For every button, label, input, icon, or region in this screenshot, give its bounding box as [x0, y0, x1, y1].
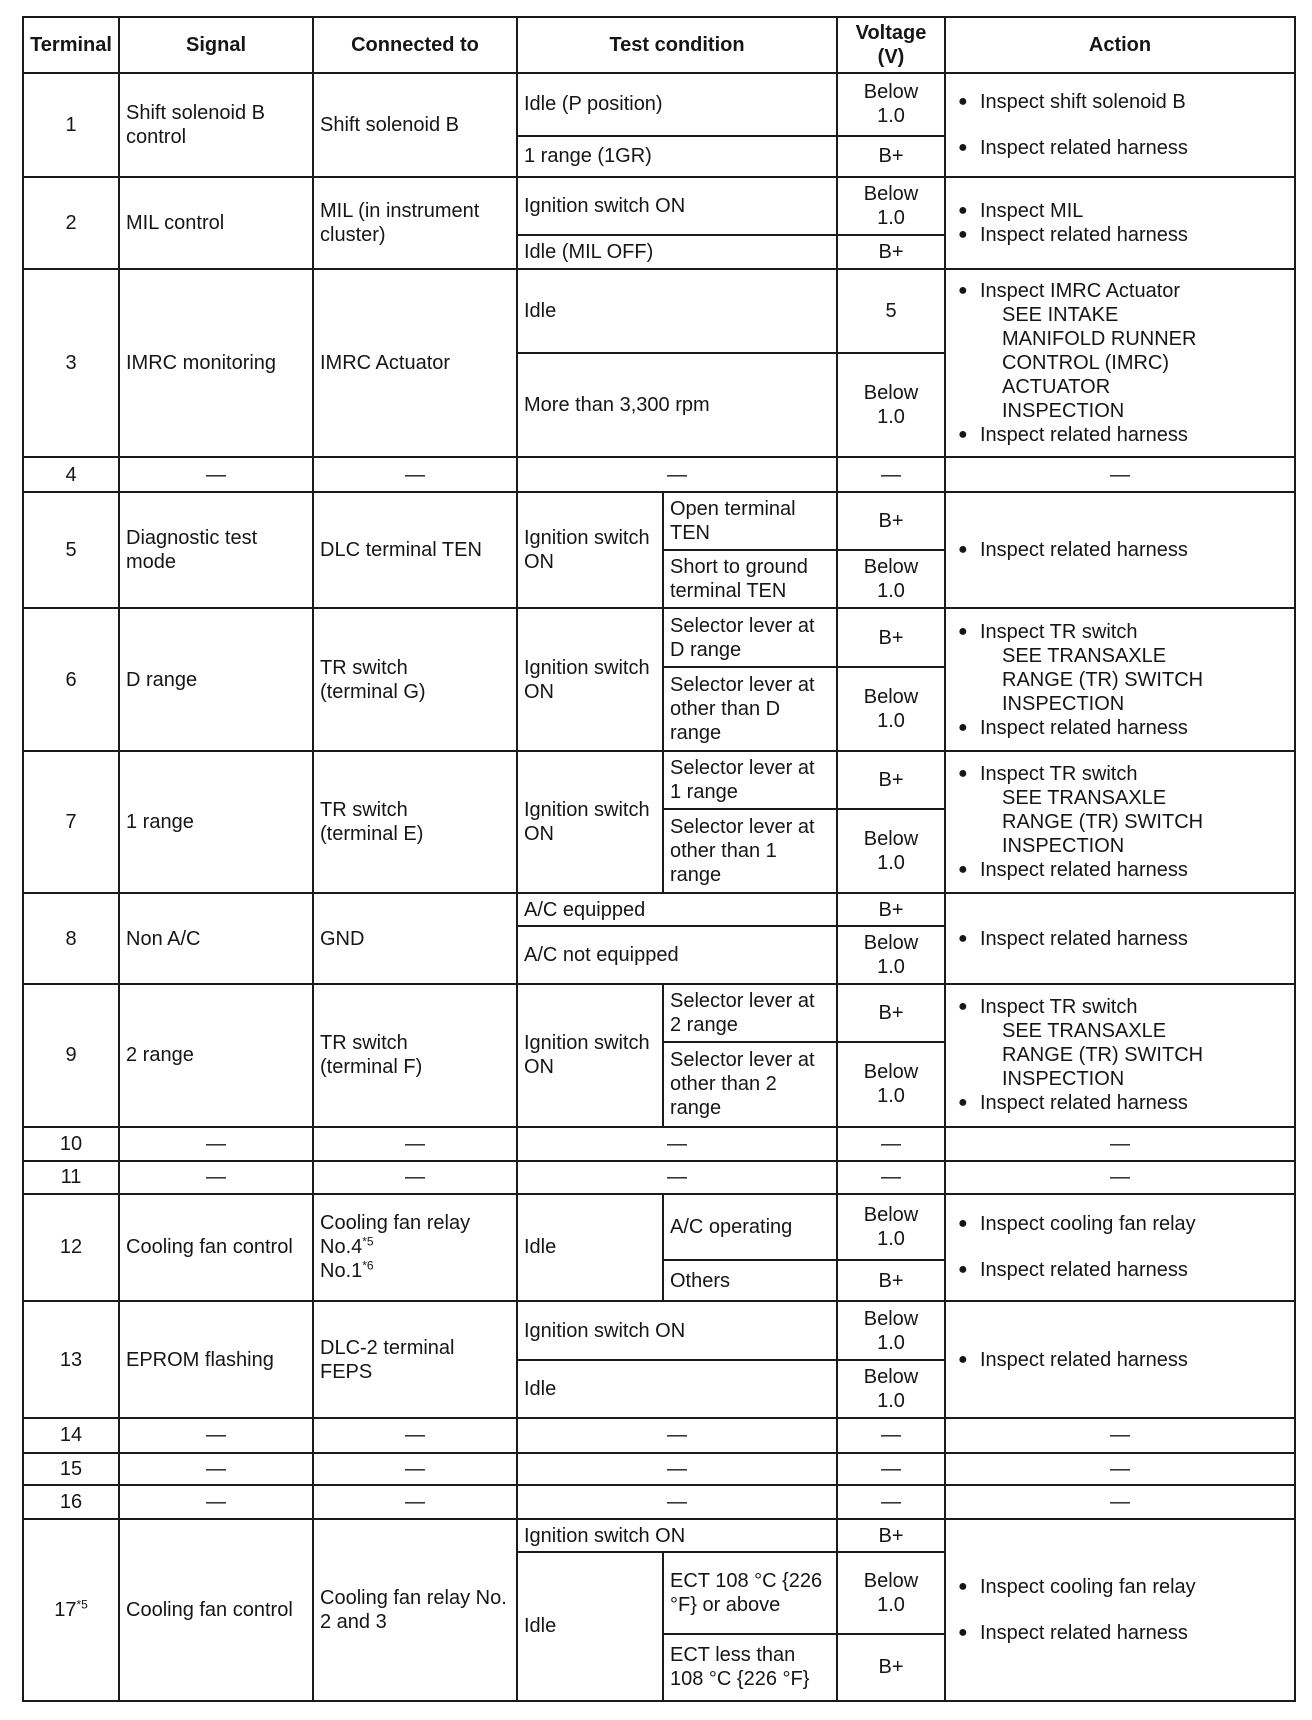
- action-text: Inspect related harness: [980, 716, 1188, 739]
- condition-group-cell: Ignition switch ON: [517, 984, 663, 1127]
- voltage-cell: Below 1.0: [837, 177, 945, 235]
- connected-to-cell: Cooling fan relay No.4$^{*5}$ No.1$^{*6}$: [313, 1194, 517, 1302]
- terminal-cell: 12: [23, 1194, 119, 1302]
- signal-cell: Cooling fan control: [119, 1519, 313, 1701]
- terminal-cell: 8: [23, 893, 119, 984]
- action-item: [952, 995, 1288, 1019]
- voltage-cell: Below 1.0: [837, 1360, 945, 1418]
- bullet-icon: ●: [958, 1261, 968, 1279]
- connected-to-cell: TR switch (terminal E): [313, 751, 517, 894]
- voltage-cell: B+: [837, 751, 945, 809]
- bullet-icon: ●: [958, 718, 968, 736]
- action-text: Inspect MIL: [980, 200, 1084, 223]
- condition-group-cell: Idle: [517, 1552, 663, 1701]
- bullet-icon: ●: [958, 765, 968, 783]
- terminal-cell: 10: [23, 1127, 119, 1162]
- voltage-cell: B+: [837, 893, 945, 925]
- action-text: Inspect cooling fan relay: [980, 1576, 1196, 1599]
- bullet-icon: ●: [958, 92, 968, 110]
- signal-cell: —: [119, 1453, 313, 1485]
- action-item: [952, 1348, 1288, 1372]
- action-list: [952, 995, 1288, 1115]
- bullet-icon: ●: [958, 622, 968, 640]
- test-condition-cell: A/C equipped: [517, 893, 837, 925]
- action-text: Inspect related harness: [980, 927, 1188, 950]
- terminal-cell: 1: [23, 73, 119, 177]
- signal-cell: —: [119, 1161, 313, 1193]
- voltage-cell: Below 1.0: [837, 667, 945, 751]
- action-cell: [945, 984, 1295, 1127]
- action-spacer: [952, 1236, 1288, 1258]
- signal-cell: —: [119, 1418, 313, 1453]
- action-item: [952, 90, 1288, 114]
- action-text: Inspect related harness: [980, 1622, 1188, 1645]
- action-item: [952, 199, 1288, 223]
- test-condition-cell: Ignition switch ON: [517, 1519, 837, 1551]
- connected-to-cell: —: [313, 1161, 517, 1193]
- test-condition-cell: Idle: [517, 269, 837, 353]
- test-condition-cell: Ignition switch ON: [517, 177, 837, 235]
- action-item: [952, 716, 1288, 740]
- test-condition-cell: —: [517, 1453, 837, 1485]
- table-row: [23, 177, 1295, 235]
- table-row: [23, 269, 1295, 353]
- connected-to-cell: MIL (in instrument cluster): [313, 177, 517, 270]
- action-cell: [945, 492, 1295, 609]
- test-condition-cell: Idle: [517, 1360, 837, 1418]
- table-row: [23, 751, 1295, 809]
- signal-cell: Shift solenoid B control: [119, 73, 313, 177]
- test-condition-cell: A/C not equipped: [517, 926, 837, 984]
- action-cell: [945, 269, 1295, 457]
- action-item: [952, 1091, 1288, 1115]
- action-text: Inspect related harness: [980, 1348, 1188, 1371]
- condition-group-cell: Ignition switch ON: [517, 492, 663, 609]
- terminal-cell: 15: [23, 1453, 119, 1485]
- connected-to-cell: —: [313, 457, 517, 492]
- action-text: Inspect related harness: [980, 424, 1188, 447]
- connected-to-cell: Shift solenoid B: [313, 73, 517, 177]
- signal-cell: MIL control: [119, 177, 313, 270]
- action-spacer: [952, 1599, 1288, 1621]
- signal-cell: —: [119, 457, 313, 492]
- signal-cell: Cooling fan control: [119, 1194, 313, 1302]
- bullet-icon: ●: [958, 282, 968, 300]
- action-item: [952, 1212, 1288, 1236]
- connected-to-cell: —: [313, 1127, 517, 1162]
- action-item: [952, 136, 1288, 160]
- bullet-icon: ●: [958, 138, 968, 156]
- action-text: Inspect related harness: [980, 1092, 1188, 1115]
- voltage-cell: —: [837, 1161, 945, 1193]
- connected-to-cell: —: [313, 1453, 517, 1485]
- terminal-cell: 17$^{*5}$: [23, 1519, 119, 1701]
- terminal-cell: 6: [23, 608, 119, 751]
- signal-cell: IMRC monitoring: [119, 269, 313, 457]
- header-action: Action: [945, 17, 1295, 73]
- action-item: [952, 223, 1288, 247]
- connected-to-cell: DLC terminal TEN: [313, 492, 517, 609]
- terminal-cell: 7: [23, 751, 119, 894]
- action-text: Inspect cooling fan relay: [980, 1213, 1196, 1236]
- action-cell: [945, 177, 1295, 270]
- action-cell: —: [945, 1485, 1295, 1520]
- table-row: [23, 984, 1295, 1042]
- action-text: Inspect shift solenoid B: [980, 90, 1186, 113]
- action-list: [952, 90, 1288, 160]
- condition-group-cell: Ignition switch ON: [517, 608, 663, 751]
- bullet-icon: ●: [958, 226, 968, 244]
- action-list: [952, 538, 1288, 562]
- connected-to-cell: TR switch (terminal G): [313, 608, 517, 751]
- terminal-cell: 9: [23, 984, 119, 1127]
- connected-to-cell: DLC-2 terminal FEPS: [313, 1301, 517, 1418]
- action-cell: —: [945, 1418, 1295, 1453]
- action-text: Inspect related harness: [980, 859, 1188, 882]
- table-row: [23, 608, 1295, 666]
- action-reference: SEE INTAKE MANIFOLD RUNNER CONTROL (IMRC) ACTUATOR INSPECTION: [1002, 304, 1197, 423]
- action-text: Inspect TR switch: [980, 763, 1138, 786]
- header-voltage: Voltage (V): [837, 17, 945, 73]
- voltage-cell: Below 1.0: [837, 550, 945, 608]
- bullet-icon: ●: [958, 1578, 968, 1596]
- signal-cell: 1 range: [119, 751, 313, 894]
- action-item: [952, 927, 1288, 951]
- action-item: [952, 1621, 1288, 1645]
- condition-group-cell: Idle: [517, 1194, 663, 1302]
- action-text: Inspect related harness: [980, 224, 1188, 247]
- action-list: [952, 762, 1288, 882]
- table-body: [23, 73, 1295, 1701]
- voltage-cell: B+: [837, 1260, 945, 1301]
- test-condition-cell: ECT 108 °C {226 °F} or above: [663, 1552, 837, 1634]
- voltage-cell: B+: [837, 136, 945, 177]
- terminal-cell: 2: [23, 177, 119, 270]
- action-list: [952, 199, 1288, 247]
- voltage-cell: —: [837, 1453, 945, 1485]
- bullet-icon: ●: [958, 929, 968, 947]
- signal-cell: —: [119, 1127, 313, 1162]
- header-connected-to: Connected to: [313, 17, 517, 73]
- action-list: [952, 927, 1288, 951]
- action-item: [952, 762, 1288, 786]
- voltage-cell: B+: [837, 1634, 945, 1701]
- voltage-cell: —: [837, 457, 945, 492]
- test-condition-cell: ECT less than 108 °C {226 °F}: [663, 1634, 837, 1701]
- action-cell: —: [945, 1127, 1295, 1162]
- test-condition-cell: Ignition switch ON: [517, 1301, 837, 1359]
- action-list: [952, 1212, 1288, 1282]
- action-cell: [945, 608, 1295, 751]
- action-item: [952, 1575, 1288, 1599]
- header-test-condition: Test condition: [517, 17, 837, 73]
- action-cell: [945, 1194, 1295, 1302]
- signal-cell: 2 range: [119, 984, 313, 1127]
- test-condition-cell: Open terminal TEN: [663, 492, 837, 550]
- connected-to-cell: Cooling fan relay No. 2 and 3: [313, 1519, 517, 1701]
- header-row: [23, 17, 1295, 73]
- action-text: Inspect TR switch: [980, 996, 1138, 1019]
- voltage-cell: —: [837, 1127, 945, 1162]
- test-condition-cell: Selector lever at 1 range: [663, 751, 837, 809]
- condition-group-cell: Ignition switch ON: [517, 751, 663, 894]
- table-row: [23, 1127, 1295, 1162]
- action-cell: [945, 1301, 1295, 1418]
- action-item: [952, 538, 1288, 562]
- voltage-cell: Below 1.0: [837, 926, 945, 984]
- bullet-icon: ●: [958, 1624, 968, 1642]
- bullet-icon: ●: [958, 202, 968, 220]
- terminal-cell: 16: [23, 1485, 119, 1520]
- connected-to-cell: TR switch (terminal F): [313, 984, 517, 1127]
- test-condition-cell: Short to ground terminal TEN: [663, 550, 837, 608]
- bullet-icon: ●: [958, 541, 968, 559]
- test-condition-cell: —: [517, 457, 837, 492]
- voltage-cell: B+: [837, 492, 945, 550]
- voltage-cell: Below 1.0: [837, 1552, 945, 1634]
- test-condition-cell: Selector lever at D range: [663, 608, 837, 666]
- test-condition-cell: —: [517, 1161, 837, 1193]
- action-list: [952, 1348, 1288, 1372]
- action-text: Inspect related harness: [980, 136, 1188, 159]
- test-condition-cell: —: [517, 1127, 837, 1162]
- voltage-cell: Below 1.0: [837, 1042, 945, 1126]
- test-condition-cell: Idle (P position): [517, 73, 837, 136]
- table-row: [23, 1301, 1295, 1359]
- action-text: Inspect TR switch: [980, 620, 1138, 643]
- action-reference: SEE TRANSAXLE RANGE (TR) SWITCH INSPECTION: [1002, 644, 1204, 715]
- table-row: [23, 893, 1295, 925]
- bullet-icon: ●: [958, 1350, 968, 1368]
- voltage-cell: B+: [837, 1519, 945, 1551]
- test-condition-cell: Others: [663, 1260, 837, 1301]
- voltage-cell: Below 1.0: [837, 353, 945, 457]
- test-condition-cell: Selector lever at other than 2 range: [663, 1042, 837, 1126]
- action-spacer: [952, 114, 1288, 136]
- connected-to-cell: —: [313, 1418, 517, 1453]
- voltage-cell: Below 1.0: [837, 1301, 945, 1359]
- action-item: [952, 858, 1288, 882]
- action-list: [952, 620, 1288, 740]
- voltage-cell: —: [837, 1418, 945, 1453]
- action-cell: —: [945, 1161, 1295, 1193]
- table-row: [23, 1161, 1295, 1193]
- voltage-cell: B+: [837, 235, 945, 270]
- action-cell: —: [945, 1453, 1295, 1485]
- test-condition-cell: A/C operating: [663, 1194, 837, 1261]
- terminal-cell: 11: [23, 1161, 119, 1193]
- voltage-cell: Below 1.0: [837, 73, 945, 136]
- connected-to-cell: —: [313, 1485, 517, 1520]
- terminal-cell: 5: [23, 492, 119, 609]
- test-condition-cell: —: [517, 1485, 837, 1520]
- action-item: [952, 1258, 1288, 1282]
- test-condition-cell: Selector lever at other than 1 range: [663, 809, 837, 893]
- connected-to-cell: IMRC Actuator: [313, 269, 517, 457]
- table-row: [23, 457, 1295, 492]
- action-cell: [945, 73, 1295, 177]
- test-condition-cell: Idle (MIL OFF): [517, 235, 837, 270]
- test-condition-cell: Selector lever at 2 range: [663, 984, 837, 1042]
- action-text: Inspect IMRC Actuator: [980, 280, 1181, 303]
- action-cell: —: [945, 457, 1295, 492]
- bullet-icon: ●: [958, 1094, 968, 1112]
- table-row: [23, 1485, 1295, 1520]
- test-condition-cell: 1 range (1GR): [517, 136, 837, 177]
- table-row: [23, 492, 1295, 550]
- signal-cell: D range: [119, 608, 313, 751]
- voltage-cell: Below 1.0: [837, 1194, 945, 1261]
- voltage-cell: Below 1.0: [837, 809, 945, 893]
- action-item: [952, 620, 1288, 644]
- signal-cell: EPROM flashing: [119, 1301, 313, 1418]
- table-row: [23, 1418, 1295, 1453]
- table-row: [23, 1519, 1295, 1551]
- bullet-icon: ●: [958, 998, 968, 1016]
- header-terminal: Terminal: [23, 17, 119, 73]
- signal-cell: —: [119, 1485, 313, 1520]
- action-item: [952, 423, 1288, 447]
- action-cell: [945, 893, 1295, 984]
- bullet-icon: ●: [958, 861, 968, 879]
- action-item: [952, 279, 1288, 303]
- voltage-cell: B+: [837, 984, 945, 1042]
- action-cell: [945, 751, 1295, 894]
- action-text: Inspect related harness: [980, 1259, 1188, 1282]
- voltage-cell: —: [837, 1485, 945, 1520]
- bullet-icon: ●: [958, 1215, 968, 1233]
- bullet-icon: ●: [958, 426, 968, 444]
- voltage-cell: 5: [837, 269, 945, 353]
- action-cell: [945, 1519, 1295, 1701]
- header-signal: Signal: [119, 17, 313, 73]
- terminal-cell: 14: [23, 1418, 119, 1453]
- pcm-terminal-table: [22, 16, 1296, 1702]
- action-reference: SEE TRANSAXLE RANGE (TR) SWITCH INSPECTION: [1002, 1020, 1204, 1091]
- connected-to-cell: GND: [313, 893, 517, 984]
- voltage-cell: B+: [837, 608, 945, 666]
- terminal-cell: 3: [23, 269, 119, 457]
- test-condition-cell: More than 3,300 rpm: [517, 353, 837, 457]
- action-text: Inspect related harness: [980, 539, 1188, 562]
- table-row: [23, 1194, 1295, 1261]
- test-condition-cell: —: [517, 1418, 837, 1453]
- signal-cell: Non A/C: [119, 893, 313, 984]
- action-reference: SEE TRANSAXLE RANGE (TR) SWITCH INSPECTION: [1002, 787, 1204, 858]
- terminal-cell: 4: [23, 457, 119, 492]
- table-row: [23, 1453, 1295, 1485]
- table-row: [23, 73, 1295, 136]
- action-list: [952, 1575, 1288, 1645]
- action-list: [952, 279, 1288, 447]
- test-condition-cell: Selector lever at other than D range: [663, 667, 837, 751]
- terminal-cell: 13: [23, 1301, 119, 1418]
- signal-cell: Diagnostic test mode: [119, 492, 313, 609]
